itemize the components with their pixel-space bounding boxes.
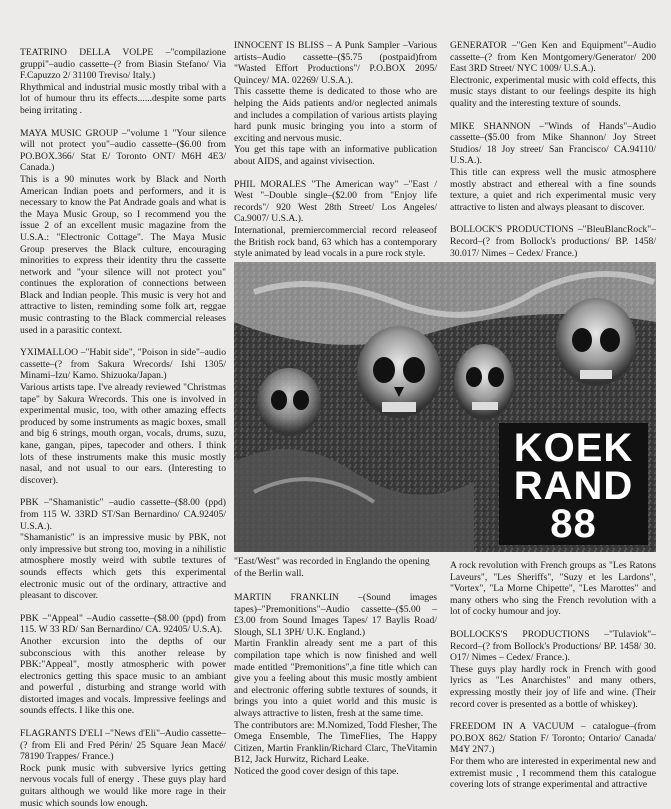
review-body: These guys play hardly rock in French with good lyrics as "Les Anarchistes" and many others, expressing mostly their joy of life and wine. (Their record cover is presented as a bottle of whiskey). (450, 663, 656, 710)
review-body: International, premiercommercial record releaseof the British rock band, 63 which has a contemporary style animated by lead vocals in a pure rock style. (234, 224, 437, 260)
review-innocent-is-bliss (234, 40, 437, 168)
review-heading: INNOCENT IS BLISS – A Punk Sampler –Various artists–Audio cassette–($5.75 (postpaid)from "Wasted Effort Productions"/ P.O.BOX 2095/ Quincey/ MA. 02269/ U.S.A.). (234, 40, 437, 86)
review-body: This title can express well the music atmosphere mostly abstract and ethereal with a fine sounds texture, a quiet and rich experimental music very attractive to listen and always pleasant to discover. (450, 166, 656, 213)
review-heading: YXIMALLOO –"Habit side", "Poison in side"–audio cassette–(? from Sakura Wrecords/ Ishi 1305/ Minami–Izu/ Kamo. Shizuoka/Japan.) (20, 347, 226, 382)
review-body: This is a 90 minutes work by Black and North American Indian poets and performers, and it is necessary to know the Pat Andrade goals and what is the Maya Music Group, so I recommend you the issue 2 of an excellent music magazine from the U.S.A.: "Electronic Cottage". The Maya Music Group preserves the Black culture, encouraging minorities to express their identity thru the cassette network and "your silence will not protect you" continues the exploration of connections between Black and Indian people. This music is very hot and attractive to listen, reminding some folk art, reggae music contrasting to the Black commercial releases used in a parasitic context. (20, 173, 226, 336)
review-heading: PBK –"Appeal" –Audio cassette–($8.00 (ppd) from 115. W 33 RD/ San Bernardino/ CA. 92405/ U.S.A). (20, 612, 226, 636)
review-freedom-in-a-vacuum (450, 721, 656, 791)
review-heading: MIKE SHANNON –"Winds of Hands"–Audio cassette–($5.00 from Mike Shannon/ Joy Street Studios/ 18 Joy street/ San Francisco/ CA.94110/ U.S.A.). (450, 120, 656, 167)
review-body: For them who are interested in experimental new and extremist music , I recommend them this catalogue covering lots of strange experimental and attractive (450, 755, 656, 791)
review-pbk-shamanistic (20, 497, 226, 601)
album-title-line: 88 (550, 502, 597, 546)
review-heading: PBK –"Shamanistic" –audio cassette–($8.00 (ppd) from 115 W. 33RD ST/San Bernardino/ CA.92405/ U.S.A.). (20, 497, 226, 532)
review-flagrants-deli (20, 728, 226, 809)
review-heading: PHIL MORALES "The American way" –"East / West "–Double single–($2.00 from "Enjoy life records"/ 920 West 28th Street/ Los Angeles/ Ca.9007/ U.S.A.). (234, 178, 437, 225)
review-body: Martin Franklin already sent me a part of this compilation tape which is now finished and well made entitled "Premonitions",a fine title which can give you a feeling about this music mostly ambient and electronic offering subtle textures of sounds, it brings you into a quiet world and this music is always attractive to listen, fresh at the same time. The contributors are: M.Nomized, Todd Flesher, The Omega Ensemble, The TimeFlies, The Happy Citizen, Martin Franklin/Richard Clarc, TheVitamin B12, Jack Hurwitz, Richard Leake. Noticed the good cover design of this tape. (234, 638, 437, 777)
review-phil-morales (234, 179, 437, 260)
column-right-lower (450, 560, 656, 802)
review-heading: BOLLOCK'S PRODUCTIONS –"BleuBlancRock"–Record–(? from Bollock's productions/ BP. 1458/ 30.017/ Nimes – Cedex/ France.) (450, 224, 656, 259)
review-teatrino (20, 47, 226, 117)
review-heading: MAYA MUSIC GROUP –"volume 1 "Your silence will not protect you"–audio cassette–($6.00 from PO.BOX.366/ Stat E/ Toronto ONT/ M6H 4E3/ Canada.) (20, 127, 226, 174)
review-bollocks-bleublancrock-cont (450, 560, 656, 618)
review-bollocks-bleublancrock (450, 224, 656, 259)
review-heading: GENERATOR –"Gen Ken and Equipment"–Audio cassette–(? from Ken Montgomery/Generator/ 200 East 3RD Street/ NYC 1009/ U.S.A.). (450, 40, 656, 75)
review-martin-franklin (234, 592, 437, 778)
album-title-block (499, 423, 648, 545)
review-heading: FREEDOM IN A VACUUM – catalogue–(from PO.BOX 862/ Station F/ Toronto; Ontario/ Canada/ M4Y 2N7.) (450, 721, 656, 756)
album-title-line: RAND (513, 464, 634, 508)
review-body: A rock revolution with French groups as "Les Ratons Laveurs", "Les Sheriffs", "Suzy et les Lardons", "Vortex", "La Morne Chipette", "Les Marottes" and many others who sing the French revolution with a lot of cocky humour and joy. (450, 560, 656, 618)
review-mike-shannon (450, 121, 656, 214)
figure-caption: "East/West" was recorded in Englando the opening of the Berlin wall. (234, 556, 430, 579)
review-heading: TEATRINO DELLA VOLPE –"compilazione gruppi"–audio cassette–(? from Biasin Stefano/ Via F.Capuzzo 2/ 31100 Treviso/ Italy.) (20, 47, 226, 82)
review-body: Electronic, experimental music with cold effects, this music stays distant to our feelings despite its high quality and the interesting texture of sounds. (450, 74, 656, 109)
review-body: This cassette theme is dedicated to those who are helping the Aids patients and/or neglected animals and includes a compilation of various artists playing hard punk music bringing you into a storm of exciting and nervous music. You get this tape with an informative publication about AIDS, and against vivisection. (234, 86, 437, 167)
column-middle-lower (234, 592, 437, 789)
album-cover-image (234, 262, 656, 552)
review-pbk-appeal (20, 613, 226, 717)
review-bollocks-tulaviok (450, 629, 656, 710)
review-body: Another excursion into the depths of our subconscious with this another release by PBK:"Appeal", mostly atmospheric with power electronics getting this space music to an ambiant and powerful , disturbing and strange world with distorted images and vocals. Impressive feelings and sounds effects. I like this one. (20, 635, 226, 717)
album-title-line: KOEK (513, 426, 634, 470)
review-heading: MARTIN FRANKLIN –(Sound images tapes)–"Premonitions"–Audio cassette–($5.00 – £3.00 from Sound Images Tapes/ 17 Baylis Road/ Slough, SL1 3PH/ U.K. England.) (234, 592, 437, 638)
column-left (20, 0, 226, 809)
review-heading: BOLLOCKS'S PRODUCTIONS –"Tulaviok"–Record–(? from Bollock's Productions/ BP. 1458/ 30. O17/ Nimes – Cedex/ France.). (450, 628, 656, 664)
review-body: Rhythmical and industrial music mostly tribal with a lot of humour thru its effects......despite some parts being irritating . (20, 81, 226, 116)
review-body: "Shamanistic" is an impressive music by PBK, not only impressive but strong too, moving in a nihilistic atmosphere mostly weird with subtle textures of sounds effects which gets this experimental electronic music out of the ordinary, attractive and pleasant to discover. (20, 532, 226, 602)
review-generator (450, 40, 656, 110)
review-body: Rock punk music with subversive lyrics getting nervous vocals full of energy . These guys play hard guitars although we would like more rage in their music which sounds low enough. (20, 762, 226, 809)
review-body: Various artists tape. I've already reviewed "Christmas tape" by Sakura Wrecords. This one is involved in experimental music, too, with other amazing effects produced by some instruments as magic boxes, small and big 6 strings, mouth organ, vocals, drums, suzu, kane, gangan, pipes, tapecoder and others. I think lots of these instruments make this music mostly nasal, and not usual to our ears. (Interesting to discover). (20, 382, 226, 486)
review-maya-music-group (20, 128, 226, 337)
review-yximalloo (20, 347, 226, 486)
review-heading: FLAGRANTS D'ELI –"News d'Eli"–Audio cassette–(? from Eli and Fred Périn/ 25 Square Jean Macé/ 78190 Trappes/ France.) (20, 728, 226, 763)
